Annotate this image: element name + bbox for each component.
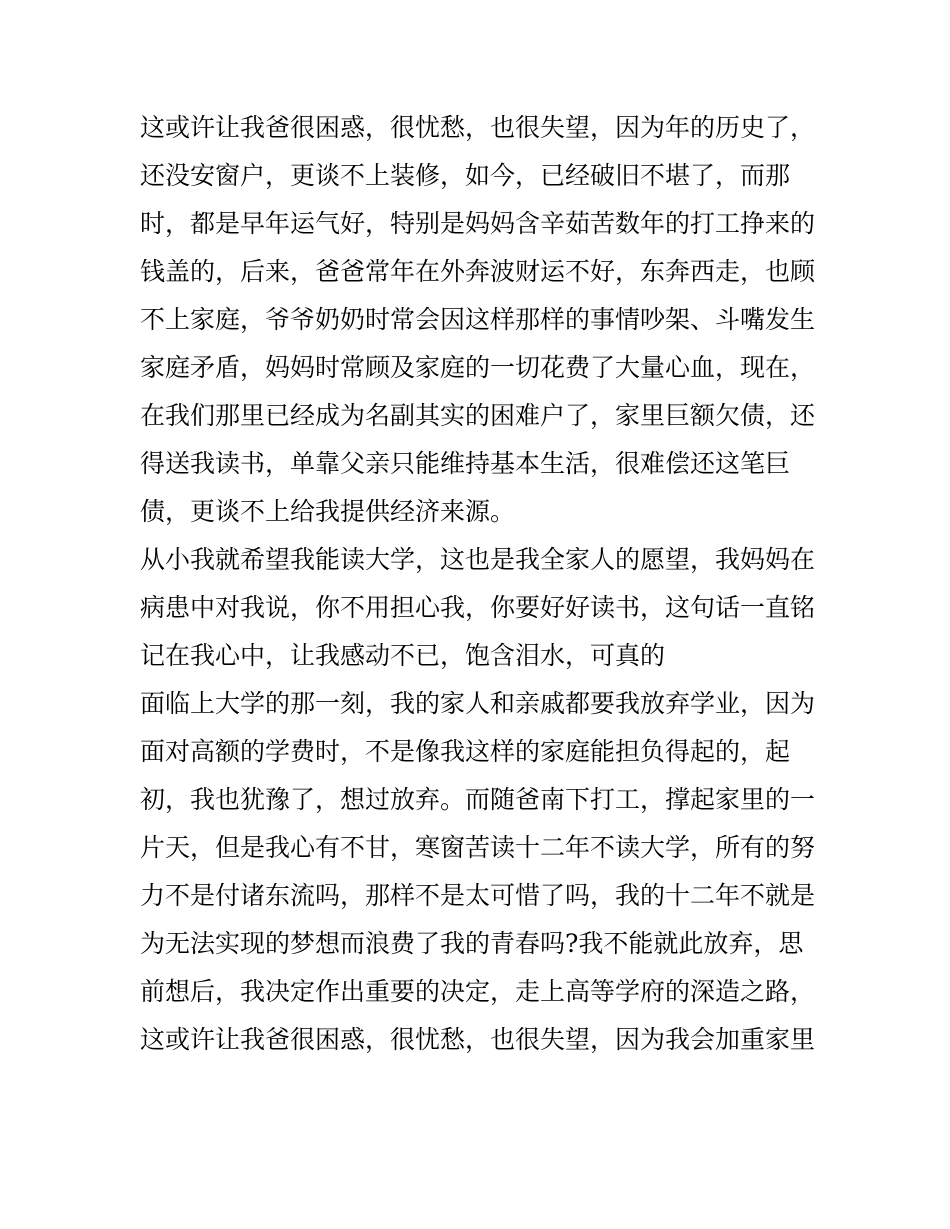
- text-line-10: 从小我就希望我能读大学，这也是我全家人的愿望，我妈妈在: [140, 545, 816, 574]
- text-line-15: 初，我也犹豫了，想过放弃。而随爸南下打工，撑起家里的一: [140, 785, 816, 814]
- text-line-16: 片天，但是我心有不甘，寒窗苦读十二年不读大学，所有的努: [140, 833, 816, 862]
- text-line-1: 这或许让我爸很困惑，很忧愁，也很失望，因为年的历史了，: [140, 113, 816, 142]
- text-line-19: 前想后，我决定作出重要的决定，走上高等学府的深造之路，: [140, 977, 816, 1006]
- text-line-2: 还没安窗户，更谈不上装修，如今，已经破旧不堪了，而那: [140, 161, 791, 190]
- text-line-8: 得送我读书，单靠父亲只能维持基本生活，很难偿还这笔巨: [140, 449, 791, 478]
- text-line-9: 债，更谈不上给我提供经济来源。: [140, 497, 516, 526]
- text-line-12: 记在我心中，让我感动不已，饱含泪水，可真的: [140, 641, 666, 670]
- text-line-13: 面临上大学的那一刻，我的家人和亲戚都要我放弃学业，因为: [140, 689, 816, 718]
- text-line-5: 不上家庭，爷爷奶奶时常会因这样那样的事情吵架、斗嘴发生: [140, 305, 816, 334]
- text-line-14: 面对高额的学费时，不是像我这样的家庭能担负得起的，起: [140, 737, 791, 766]
- body-text: [140, 104, 820, 1064]
- text-line-20: 这或许让我爸很困惑，很忧愁，也很失望，因为我会加重家里: [140, 1025, 816, 1054]
- text-line-7: 在我们那里已经成为名副其实的困难户了，家里巨额欠债，还: [140, 401, 816, 430]
- text-line-3: 时，都是早年运气好，特别是妈妈含辛茹苦数年的打工挣来的: [140, 209, 816, 238]
- text-line-4: 钱盖的，后来，爸爸常年在外奔波财运不好，东奔西走，也顾: [140, 257, 816, 286]
- text-line-11: 病患中对我说，你不用担心我，你要好好读书，这句话一直铭: [140, 593, 816, 622]
- text-line-6: 家庭矛盾，妈妈时常顾及家庭的一切花费了大量心血，现在，: [140, 353, 816, 382]
- text-line-17: 力不是付诸东流吗，那样不是太可惜了吗，我的十二年不就是: [140, 881, 816, 910]
- text-line-18: 为无法实现的梦想而浪费了我的青春吗?我不能就此放弃，思: [140, 929, 804, 958]
